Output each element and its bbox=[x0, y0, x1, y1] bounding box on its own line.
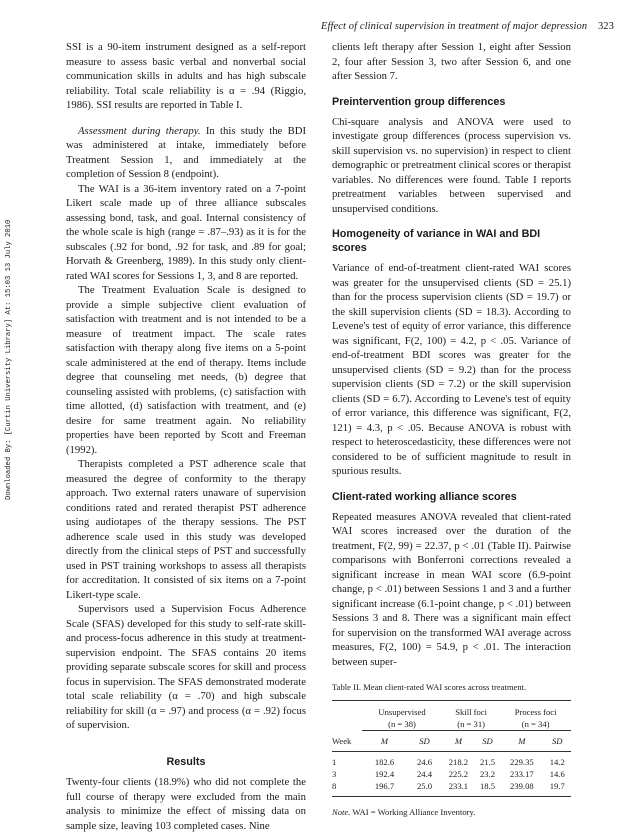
heading-homogeneity: Homogeneity of variance in WAI and BDI scores bbox=[332, 228, 541, 254]
assessment-body: In this study the BDI was administered at intake, immediately before Treatment Session 1, and immediately at the completion of Session 8 (endpoint). bbox=[66, 124, 307, 180]
sd-header: SD bbox=[419, 735, 430, 746]
wai-table bbox=[332, 700, 571, 797]
paragraph-results: Twenty-four clients (18.9%) who did not complete the full course of therapy were excluded from the main analysis to minimize the effect of missing data on sample size, leaving 103 completed cases. Nine bbox=[66, 776, 306, 832]
table-note bbox=[332, 805, 571, 820]
paragraph-pst: Therapists completed a PST adherence scale that measured the degree of conformity to the therapy approach. Two external raters unaware of supervision conditions rated and rerated therapist PST adherence using audiotapes of the therapy sessions. The PST adherence scale used in this study was developed directly from the clinical steps of PST and successfully used in PST training workshops to assess all therapists for accreditation. It consisted of six items on a 7-point Likert-type scale. bbox=[66, 458, 306, 601]
group-unsupervised-n: (n = 38) bbox=[362, 718, 442, 731]
group-unsupervised: Unsupervised bbox=[378, 706, 426, 717]
table-caption: Table II. Mean client-rated WAI scores across treatment. bbox=[332, 682, 527, 692]
left-column bbox=[66, 40, 306, 833]
paragraph-sfas: Supervisors used a Supervision Focus Adherence Scale (SFAS) developed for this study to self-rate skill- and process-focus adherence in this study at treatment-supervision endpoint. The SFAS contains 20 items providing separate subscale scores for skill and process focus in supervision. The SFAS demonstrated moderate total scale reliability (α = .70) and high subscale reliability for skill (α = .97) and process (α = .92) focus of supervision. bbox=[66, 603, 306, 731]
m-header: M bbox=[518, 735, 526, 746]
table-row: 8 196.7 25.0 233.1 18.5 239.08 19.7 bbox=[332, 780, 565, 791]
download-watermark: Downloaded By: [Curtin University Library] At: 15:03 13 July 2010 bbox=[5, 219, 13, 500]
table-row: 3 192.4 24.4 225.2 23.2 233.17 14.6 bbox=[332, 768, 565, 779]
paragraph-dropouts: clients left therapy after Session 1, eight after Session 2, four after Session 3, two after Session 6, and one after Session 7. bbox=[332, 41, 571, 82]
paragraph-preintervention: Chi-square analysis and ANOVA were used to investigate group differences (process supervision vs. skill supervision vs. no supervision) in respect to client demographic or pretreatment clinical scores or therapist variables. No differences were found. Table I reports pretreatment variables between supervised and unsupervised conditions. bbox=[332, 115, 571, 215]
paragraph-wai: The WAI is a 36-item inventory rated on a 7-point Likert scale made up of three alliance subscales assessing bond, task, and goal. Internal consistency of the whole scale is high (range = .87–.93) as it is for the subscales (.92 for bond, .92 for task, and .89 for goal; Horvath & Greenberg, 1989). In this study only client-rated WAI scores for Sessions 1, 3, and 8 are reported. bbox=[66, 182, 306, 282]
paragraph-ssi: SSI is a 90-item instrument designed as a self-report measure to assess basic verbal and nonverbal social communication skills in adults and has high subscale reliability. Total scale reliability is α = .94 (Riggio, 1986). SSI results are reported in Table I. bbox=[66, 41, 306, 111]
note-text: WAI = Working Alliance Inventory. bbox=[350, 806, 476, 817]
heading-working-alliance: Client-rated working alliance scores bbox=[332, 490, 517, 503]
m-header: M bbox=[380, 735, 389, 746]
group-process: Process foci bbox=[514, 706, 557, 717]
m-header: M bbox=[454, 735, 462, 746]
paragraph-homogeneity: Variance of end-of-treatment client-rated WAI scores was greater for the unsupervised clients (SD = 25.1) than for the process supervision clients (SD = 19.7) or the skill supervision clients (SD = 18.3). According to Levene's test of equity of error variance, this difference was significant, F(2, 100) = 4.2, p < .05. Variance of end-of-treatment BDI scores was greater for the unsupervised clients (SD = 9.2) than for the process supervision clients (SD = 7.2) or the skill supervision clients (SD = 6.7). According to Levene's test of equity of error variance, this difference was significant, F(2, 121) = 4.3, p < .05. Because ANOVA is robust with respect to heteroscedasticity, these differences were not considered to be of sufficient magnitude to result in spurious results. bbox=[332, 262, 571, 477]
table-row: 1 182.6 24.6 218.2 21.5 229.35 14.2 bbox=[332, 756, 565, 767]
paragraph-working-alliance: Repeated measures ANOVA revealed that client-rated WAI scores increased over the duration of the treatment, F(2, 99) = 22.37, p < .01 (Table II). Pairwise comparisons with Bonferroni corrections revealed a significant increase in mean WAI score (6.9-point change, p < .01) between Sessions 1 and 3 and a further significant increase (6.1-point change, p < .01) between Sessions 3 and 8. There was a significant main effect for supervision on the transformed WAI average across measures, F(2, 100) = 54.9, p < .01. The interaction between super- bbox=[332, 510, 571, 668]
paragraph-tes: The Treatment Evaluation Scale is designed to provide a simple subjective client evaluation of satisfaction with treatment and is not intended to be a measure of treatment impact. The scale rates satisfaction with therapy along five items on a 5-point scale administered at the end of therapy. Items include degree that counseling met needs, (b) degree that counseling assisted with problems, (c) satisfaction with time allotted, (d) satisfaction with treatment, and (e) desire for same treatment again. No reliability properties have been reported by Scott and Freeman (1992). bbox=[66, 284, 306, 456]
paragraph-assessment bbox=[66, 124, 306, 182]
group-process-n: (n = 34) bbox=[500, 718, 571, 731]
assessment-lead: Assessment during therapy. bbox=[78, 124, 201, 137]
group-skill: Skill foci bbox=[455, 706, 488, 717]
sd-header: SD bbox=[551, 735, 563, 746]
page-number: 323 bbox=[597, 21, 614, 32]
note-label: Note. bbox=[332, 806, 351, 817]
running-header bbox=[321, 21, 614, 32]
week-header: Week bbox=[332, 735, 352, 746]
sd-header: SD bbox=[482, 735, 493, 746]
running-title: Effect of clinical supervision in treatment of major depression bbox=[320, 21, 588, 32]
group-skill-n: (n = 31) bbox=[442, 718, 500, 731]
heading-preintervention: Preintervention group differences bbox=[332, 95, 506, 108]
results-heading: Results bbox=[166, 755, 206, 768]
right-column bbox=[332, 40, 571, 819]
